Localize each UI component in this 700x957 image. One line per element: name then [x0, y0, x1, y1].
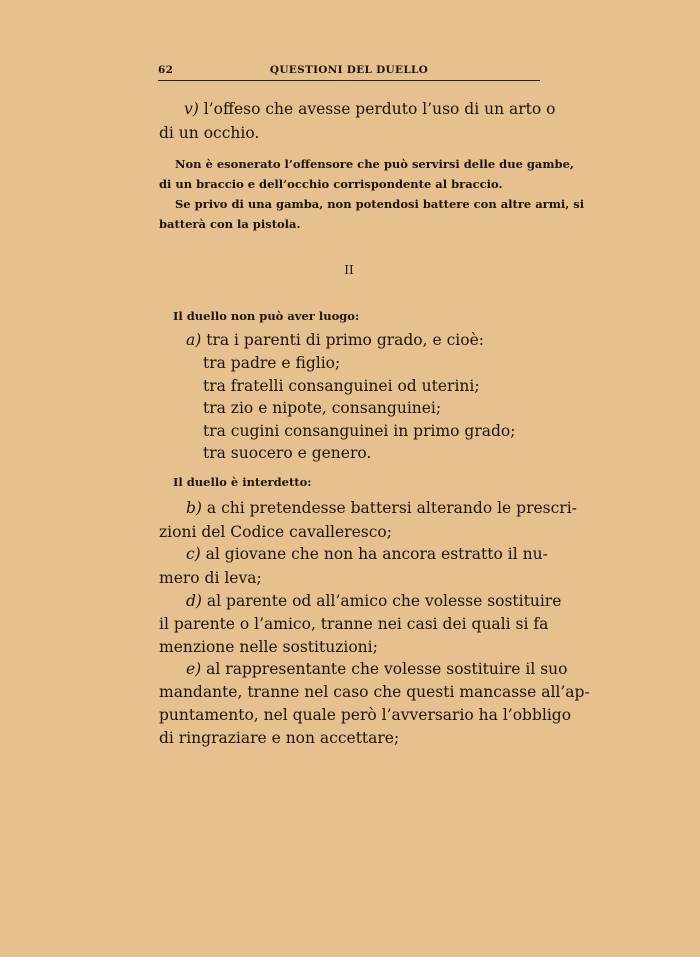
item-b-line-2: zioni del Codice cavalleresco; — [159, 523, 392, 541]
item-v-letter: v) — [184, 100, 199, 118]
item-v-line-1: v) l’offeso che avesse perduto l’uso di un arto o — [184, 100, 556, 118]
note-line-1: Non è esonerato l’offensore che può servirsi delle due gambe, — [175, 157, 574, 171]
item-d-line-2: il parente o l’amico, tranne nei casi dei quali si fa — [159, 615, 549, 633]
item-a-sub-3: tra zio e nipote, consanguinei; — [203, 399, 442, 417]
item-c-letter: c) — [186, 545, 201, 563]
note-line-4: batterà con la pistola. — [159, 217, 301, 231]
item-a-line: a) tra i parenti di primo grado, e cioè: — [186, 331, 484, 349]
running-title: QUESTIONI DEL DUELLO — [269, 64, 429, 76]
item-a-sub-2: tra fratelli consanguinei od uterini; — [203, 377, 480, 395]
item-c-line-1: c) al giovane che non ha ancora estratto il nu- — [186, 545, 548, 563]
item-d-line-3: menzione nelle sostituzioni; — [159, 638, 378, 656]
section-heading: II — [344, 263, 354, 277]
item-d-letter: d) — [186, 592, 202, 610]
note-line-2: di un braccio e dell’occhio corrispondente al braccio. — [159, 177, 503, 191]
item-d-line-1: d) al parente od all’amico che volesse sostituire — [186, 592, 562, 610]
page-number: 62 — [158, 64, 174, 76]
intro-no-duel: Il duello non può aver luogo: — [173, 309, 360, 323]
note-line-3: Se privo di una gamba, non potendosi battere con altre armi, si — [175, 197, 585, 211]
page-header — [158, 62, 540, 81]
item-b-line-1: b) a chi pretendesse battersi alterando le prescri- — [186, 499, 577, 517]
item-e-line-1: e) al rappresentante che volesse sostituire il suo — [186, 660, 568, 678]
item-e-letter: e) — [186, 660, 202, 678]
item-a-sub-4: tra cugini consanguinei in primo grado; — [203, 422, 516, 440]
intro-interdetto: Il duello è interdetto: — [173, 475, 312, 489]
item-e-line-4: di ringraziare e non accettare; — [159, 729, 400, 747]
item-a-sub-1: tra padre e figlio; — [203, 354, 341, 372]
item-e-line-3: puntamento, nel quale però l’avversario ha l’obbligo — [159, 706, 572, 724]
item-a-sub-5: tra suocero e genero. — [203, 444, 372, 462]
item-c-line-2: mero di leva; — [159, 569, 262, 587]
item-a-letter: a) — [186, 331, 202, 349]
item-b-letter: b) — [186, 499, 202, 517]
item-v-line-2: di un occhio. — [159, 124, 260, 142]
item-e-line-2: mandante, tranne nel caso che questi mancasse all’ap- — [159, 683, 590, 701]
